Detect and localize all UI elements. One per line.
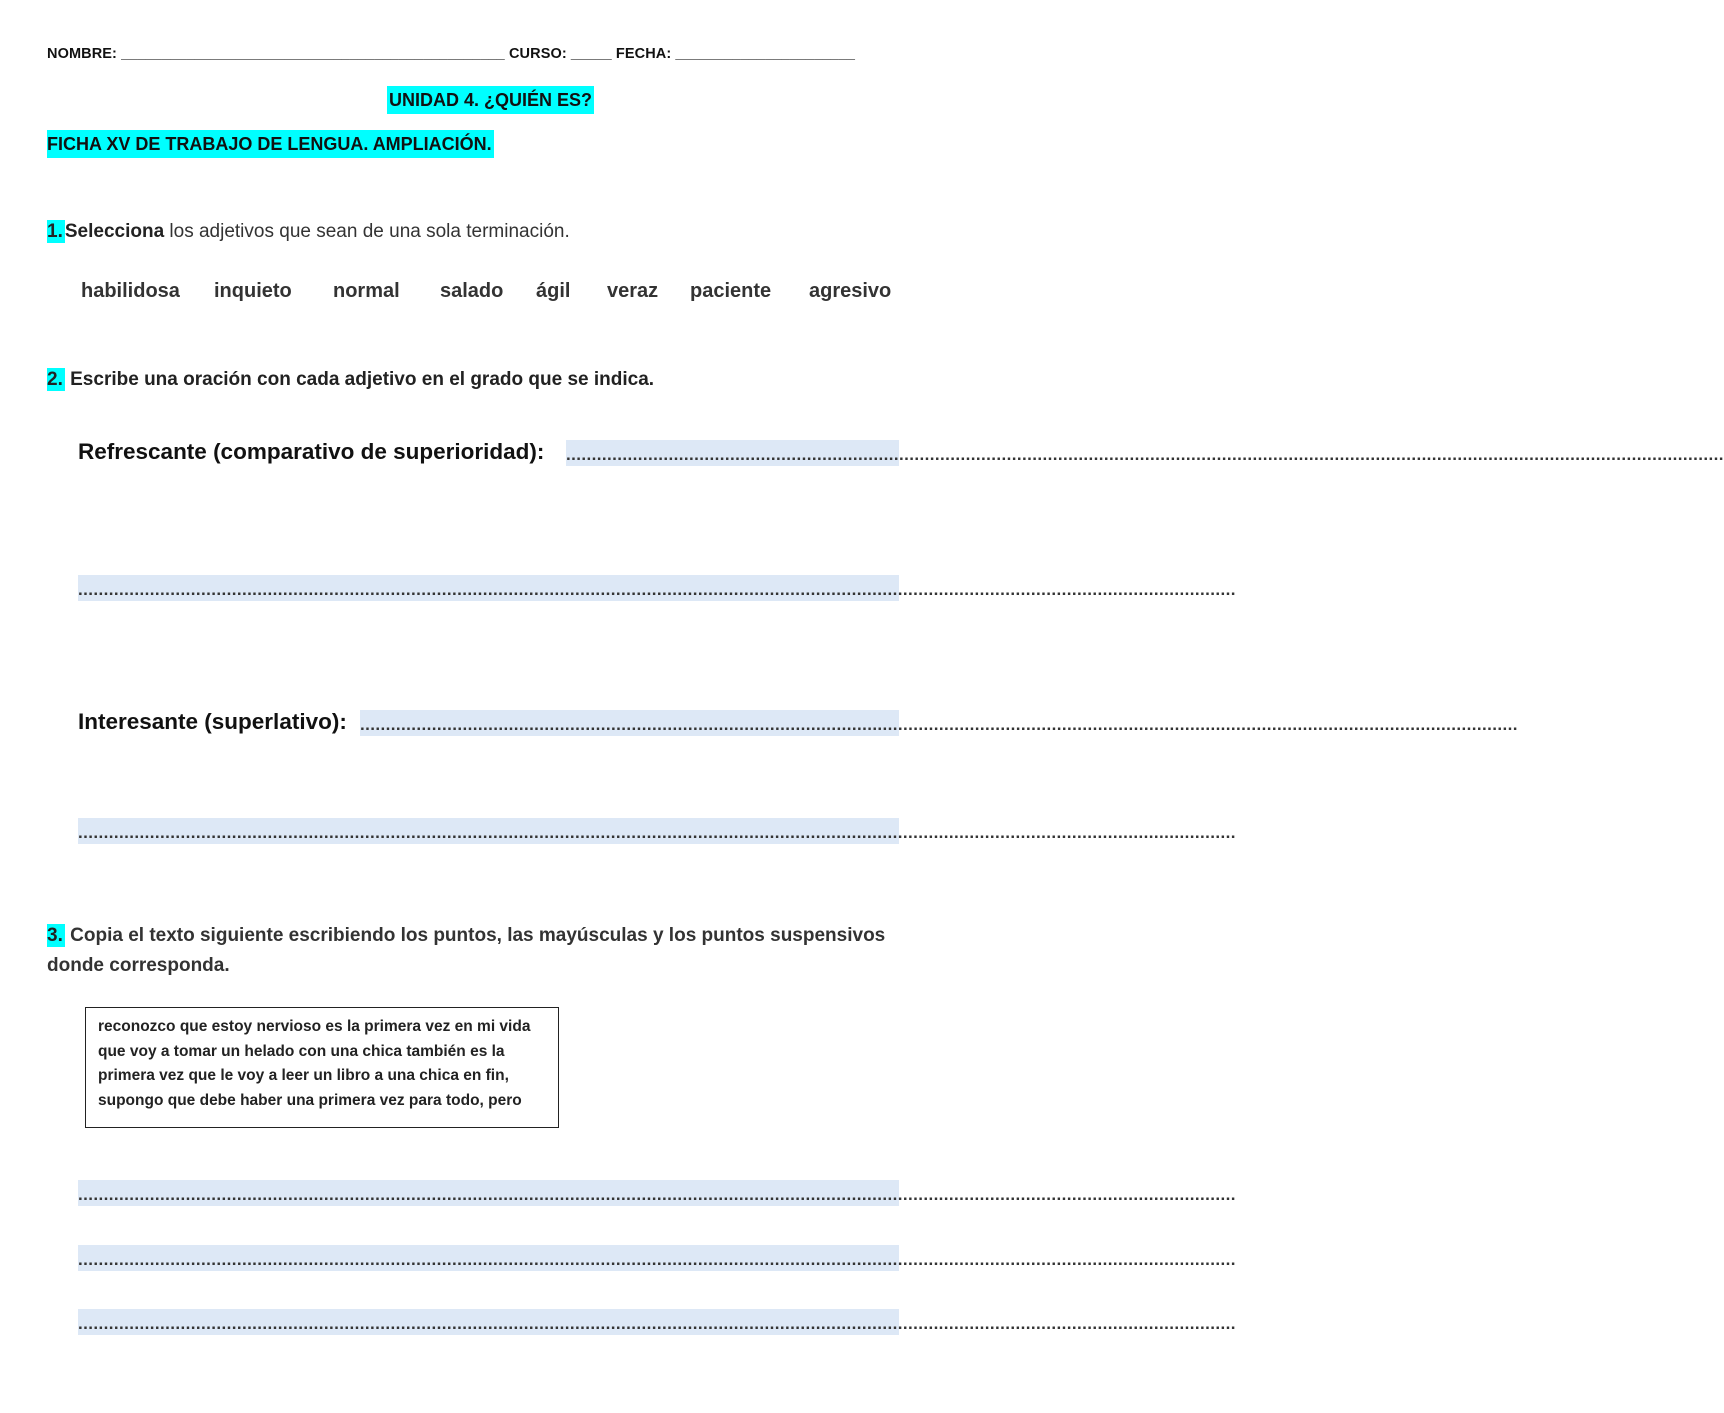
dotted-line: ..................................................................................................................................................................................................................................	[78, 580, 1236, 599]
exercise-2-text: Escribe una oración con cada adjetivo en el grado que se indica.	[64, 369, 655, 390]
dotted-line: ..................................................................................................................................................................................................................................	[78, 1314, 1236, 1333]
exercise-1-instruction	[47, 221, 570, 243]
copy-answer-line-2[interactable]	[78, 1245, 1236, 1271]
copy-answer-line-3[interactable]	[78, 1309, 1236, 1335]
student-header	[47, 46, 952, 62]
exercise-1-number: 1.	[47, 221, 63, 242]
dotted-line: ..................................................................................................................................................................................................................................	[78, 823, 1236, 842]
adjective-option[interactable]: ágil	[536, 280, 571, 302]
exercise-2-number: 2.	[47, 369, 63, 390]
exercise-3-instruction	[47, 921, 947, 981]
adjective-option[interactable]: paciente	[690, 280, 772, 302]
exercise-3-text: Copia el texto siguiente escribiendo los puntos, las mayúsculas y los puntos suspensivos donde corresponda.	[47, 925, 886, 976]
worksheet-subtitle: FICHA XV DE TRABAJO DE LENGUA. AMPLIACIÓN.	[47, 130, 494, 158]
unit-title: UNIDAD 4. ¿QUIÉN ES?	[387, 86, 594, 114]
answer-field-refrescante[interactable]	[566, 440, 1724, 466]
curso-label: CURSO:	[508, 46, 567, 62]
prompt-interesante: Interesante (superlativo):	[78, 709, 347, 734]
nombre-field[interactable]: _______________________________________________	[121, 46, 505, 62]
adjective-option[interactable]: normal	[333, 280, 400, 302]
source-text-line: primera vez que le voy a leer un libro a una chica en fin,	[98, 1067, 509, 1084]
fecha-field[interactable]: ______________________	[675, 46, 856, 62]
copy-answer-line-1[interactable]	[78, 1180, 1236, 1206]
adjective-option[interactable]: agresivo	[809, 280, 892, 302]
prompt-refrescante: Refrescante (comparativo de superioridad):	[78, 439, 545, 464]
adjective-option[interactable]: habilidosa	[81, 280, 180, 302]
adjective-option[interactable]: salado	[440, 280, 504, 302]
exercise-1-verb: Selecciona	[64, 221, 165, 242]
source-text-line: que voy a tomar un helado con una chica también es la	[98, 1042, 505, 1060]
fecha-label: FECHA:	[615, 46, 672, 62]
answer-field-interesante[interactable]	[360, 710, 1518, 736]
dotted-line: ..................................................................................................................................................................................................................................	[78, 1250, 1236, 1269]
nombre-label: NOMBRE:	[47, 46, 117, 62]
dotted-line: ..................................................................................................................................................................................................................................	[360, 715, 1518, 734]
exercise-3-number: 3.	[47, 925, 63, 946]
source-text-line: supongo que debe haber una primera vez para todo, pero	[98, 1091, 522, 1109]
dotted-line: ..................................................................................................................................................................................................................................	[78, 1185, 1236, 1204]
answer-line-interesante[interactable]	[78, 818, 1236, 844]
dotted-line: ..................................................................................................................................................................................................................................	[566, 445, 1724, 464]
source-text-line: reconozco que estoy nervioso es la primera vez en mi vida	[98, 1018, 531, 1035]
adjective-option[interactable]: inquieto	[214, 280, 292, 302]
exercise-2-instruction	[47, 369, 654, 391]
source-text-box	[85, 1007, 559, 1128]
curso-field[interactable]: _____	[570, 46, 612, 62]
adjective-option[interactable]: veraz	[607, 280, 659, 302]
exercise-1-text: los adjetivos que sean de una sola terminación.	[164, 221, 570, 242]
answer-line-refrescante[interactable]	[78, 575, 1236, 601]
